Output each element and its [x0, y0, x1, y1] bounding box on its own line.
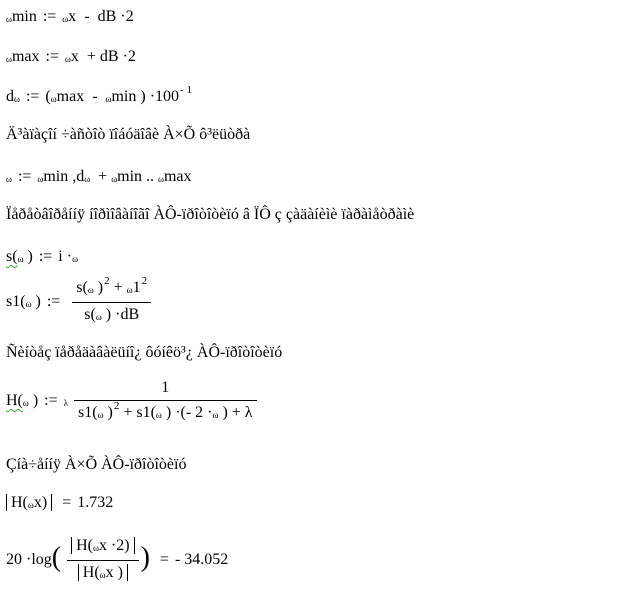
s1-fraction: $\frac{s(\omega )^2 + \omega 1^2}{s(\omega ) \cdot dB}$	[72, 278, 151, 327]
def-s: s(ω ) := i ·ω	[6, 248, 79, 265]
section-heading-values: Çíà÷åííÿ À×Õ ÀÔ-ïðîòîòèïó	[6, 456, 187, 473]
def-omega-max: ωmax := ωx + dB ·2	[6, 48, 136, 65]
def-omega-range: ω := ωmin ,dω + ωmin .. ωmax	[6, 168, 192, 185]
result-value: - 34.052	[174, 551, 229, 569]
def-s1: s1(ω ) := $\frac{s(\omega )^2 + \omega 1^2}{s(\omega ) \cdot dB}$	[6, 278, 153, 327]
omega-glyph: ω	[6, 14, 12, 24]
section-heading-synthesis: Ñèíòåç ïåðåäàâàëüíî¿ ôóíêö³¿ ÀÔ-ïðîòîòèïó	[6, 344, 283, 361]
def-d-omega: dω := (ωmax - ωmin ) $\cdot 100^{- 1}$	[6, 84, 192, 105]
H-fraction: 1 s1(ω )$^2$ + s1(ω ) ·(- 2 ·ω ) + λ	[74, 378, 257, 425]
section-heading-range: Ä³àïàçîí ÷àñòîò ïîáóäîâè À×Õ ô³ëüòðà	[6, 126, 251, 143]
result-log: 20 ·log( $\frac{H(\omega x \cdot 2)}{H(\omega x )}$ ) = - 34.052	[6, 536, 228, 585]
def-omega-min: ωmin := ωx - dB ·2	[6, 8, 134, 25]
result-value: 1.732	[77, 494, 114, 511]
exponent: - 1	[180, 84, 192, 96]
def-H: H(ω ) := λ 1 s1(ω )$^2$ + s1(ω ) ·(- 2 ·ω ) + λ	[6, 378, 259, 425]
result-H-abs: H(ωx) = 1.732	[6, 494, 113, 514]
log-fraction: $\frac{H(\omega x \cdot 2)}{H(\omega x )}$	[67, 536, 138, 585]
section-heading-transform: Ïåðåòâîðåííÿ íîðìîâàíîãî ÀÔ-ïðîòîòèïó â ÏÔ ç çàäàíèìè ïàðàìåòðàìè	[6, 206, 415, 223]
